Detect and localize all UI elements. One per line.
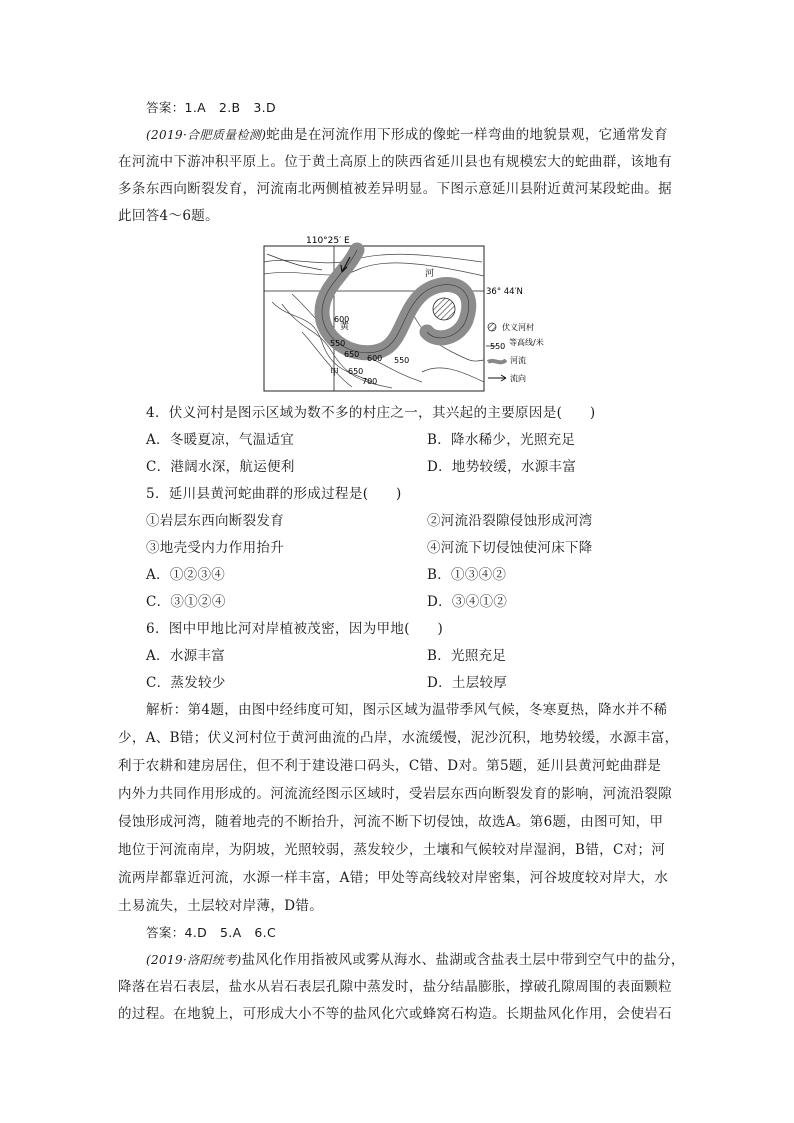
contour-label: 650 [344,350,360,359]
latitude-label: 36° 44′N [486,287,523,297]
analysis-line-2: 少，A、B错；伏义河村位于黄河曲流的凸岸，水流缓慢，泥沙沉积，地势较缓，水源丰富， [118,730,679,746]
intro-text-1: 蛇曲是在河流作用下形成的像蛇一样弯曲的地貌景观，它通常发育 [266,127,668,143]
q6-option-b: B．光照充足 [427,648,507,664]
legend-village: 伏义河村 [502,323,534,332]
contour-lines [264,254,484,388]
q6-option-c: C．蒸发较少 [146,675,226,691]
analysis-line-7: 流两岸都靠近河流，水源一样丰富，A错；甲处等高线较对岸密集，河谷坡度较对岸大，水 [118,870,669,886]
river-char-huang: 黄 [340,322,350,332]
q6-stem: 6．图中甲地比河对岸植被茂密，因为甲地( ) [146,621,444,637]
meander-map [262,232,562,394]
contour-label: 700 [362,377,378,386]
q5-option-d: D．③④①② [427,594,508,610]
q5-option-a: A．①②③④ [146,567,226,583]
legend-village-icon [488,323,496,331]
analysis-line-8: 土易流失，土层较对岸薄，D错。 [118,898,324,914]
q4-option-d: D．地势较缓，水源丰富 [427,459,577,475]
q5-statement-1: ①岩层东西向断裂发育 [146,513,284,529]
analysis-line-4: 内外力共同作用形成的。河流流经图示区域时，受岩层东西向断裂发育的影响，河流沿裂隙 [118,786,672,802]
next-source: (2019·洛阳统考) [146,953,242,967]
q4-option-c: C．港阔水深，航运便利 [146,459,295,475]
contour-label: 600 [334,315,350,324]
contour-label: 550 [330,339,346,348]
river-char-he: 河 [425,269,435,279]
legend-flow: 流向 [510,374,526,383]
q5-option-c: C．③①②④ [146,594,226,610]
fuyihe-village-marker [433,298,455,320]
legend-contour: 等高线/米 [509,338,544,347]
q5-stem: 5．延川县黄河蛇曲群的形成过程是( ) [146,486,402,502]
q5-option-b: B．①③④② [427,567,507,583]
analysis-line-5: 侵蚀形成河湾，随着地壳的不断抬升，河流不断下切侵蚀，故选A。第6题，由图可知，甲 [118,814,664,830]
legend-river-icon [488,360,506,362]
q5-statement-2: ②河流沿裂隙侵蚀形成河湾 [427,513,593,529]
analysis-line-6: 地位于河流南岸，为阴坡，光照较弱，蒸发较少，土壤和气候较对岸湿润，B错，C对；河 [118,842,666,858]
next-line-3: 的过程。在地貌上，可形成大小不等的盐风化穴或蜂窝石构造。长期盐风化作用，会使岩石 [118,1006,672,1022]
q6-option-a: A．水源丰富 [146,648,226,664]
contour-label: 600 [367,354,383,363]
intro-line-4: 此回答4～6题。 [118,208,219,224]
analysis-line-3: 利于农耕和建房居住，但不利于建设港口码头，C错、D对。第5题，延川县黄河蛇曲群是 [118,758,662,774]
jia-label: 甲 [330,368,340,378]
intro-line-2: 在河流中下游冲积平原上。位于黄土高原上的陕西省延川县也有规模宏大的蛇曲群，该地有 [118,154,672,170]
next-line-2: 降落在岩石表层，盐水从岩石表层孔隙中蒸发时，盐分结晶膨胀，撑破孔隙周围的表面颗粒 [118,979,672,995]
contour-label: 650 [348,367,364,376]
next-line-1 [146,951,706,969]
q4-option-a: A．冬暖夏凉，气温适宜 [146,432,295,448]
q4-stem: 4．伏义河村是图示区域为数不多的村庄之一，其兴起的主要原因是( ) [146,405,596,421]
next-text-1: 盐风化作用指被风或雾从海水、盐湖或含盐表土层中带到空气中的盐分， [241,952,685,968]
q6-option-d: D．土层较厚 [427,675,508,691]
analysis-line-1: 解析：第4题，由图中经纬度可知，图示区域为温带季风气候，冬寒夏热，降水并不稀 [146,702,668,718]
intro-line-3: 多条东西向断裂发育，河流南北两侧植被差异明显。下图示意延川县附近黄河某段蛇曲。据 [118,181,672,197]
answer-line-2: 答案：4.D 5.A 6.C [146,925,277,940]
longitude-label: 110°25′ E [306,236,350,246]
intro-source: (2019·合肥质量检测) [146,128,267,142]
intro-line-1 [146,126,706,144]
q5-statement-3: ③地壳受内力作用抬升 [146,540,284,556]
q4-option-b: B．降水稀少，光照充足 [427,432,576,448]
q5-statement-4: ④河流下切侵蚀使河床下降 [427,540,593,556]
answer-line-1: 答案：1.A 2.B 3.D [146,100,276,115]
legend-contour-value: 550 [490,342,506,351]
map-legend [486,322,544,383]
contour-label: 550 [394,356,410,365]
legend-river: 河流 [510,356,526,365]
